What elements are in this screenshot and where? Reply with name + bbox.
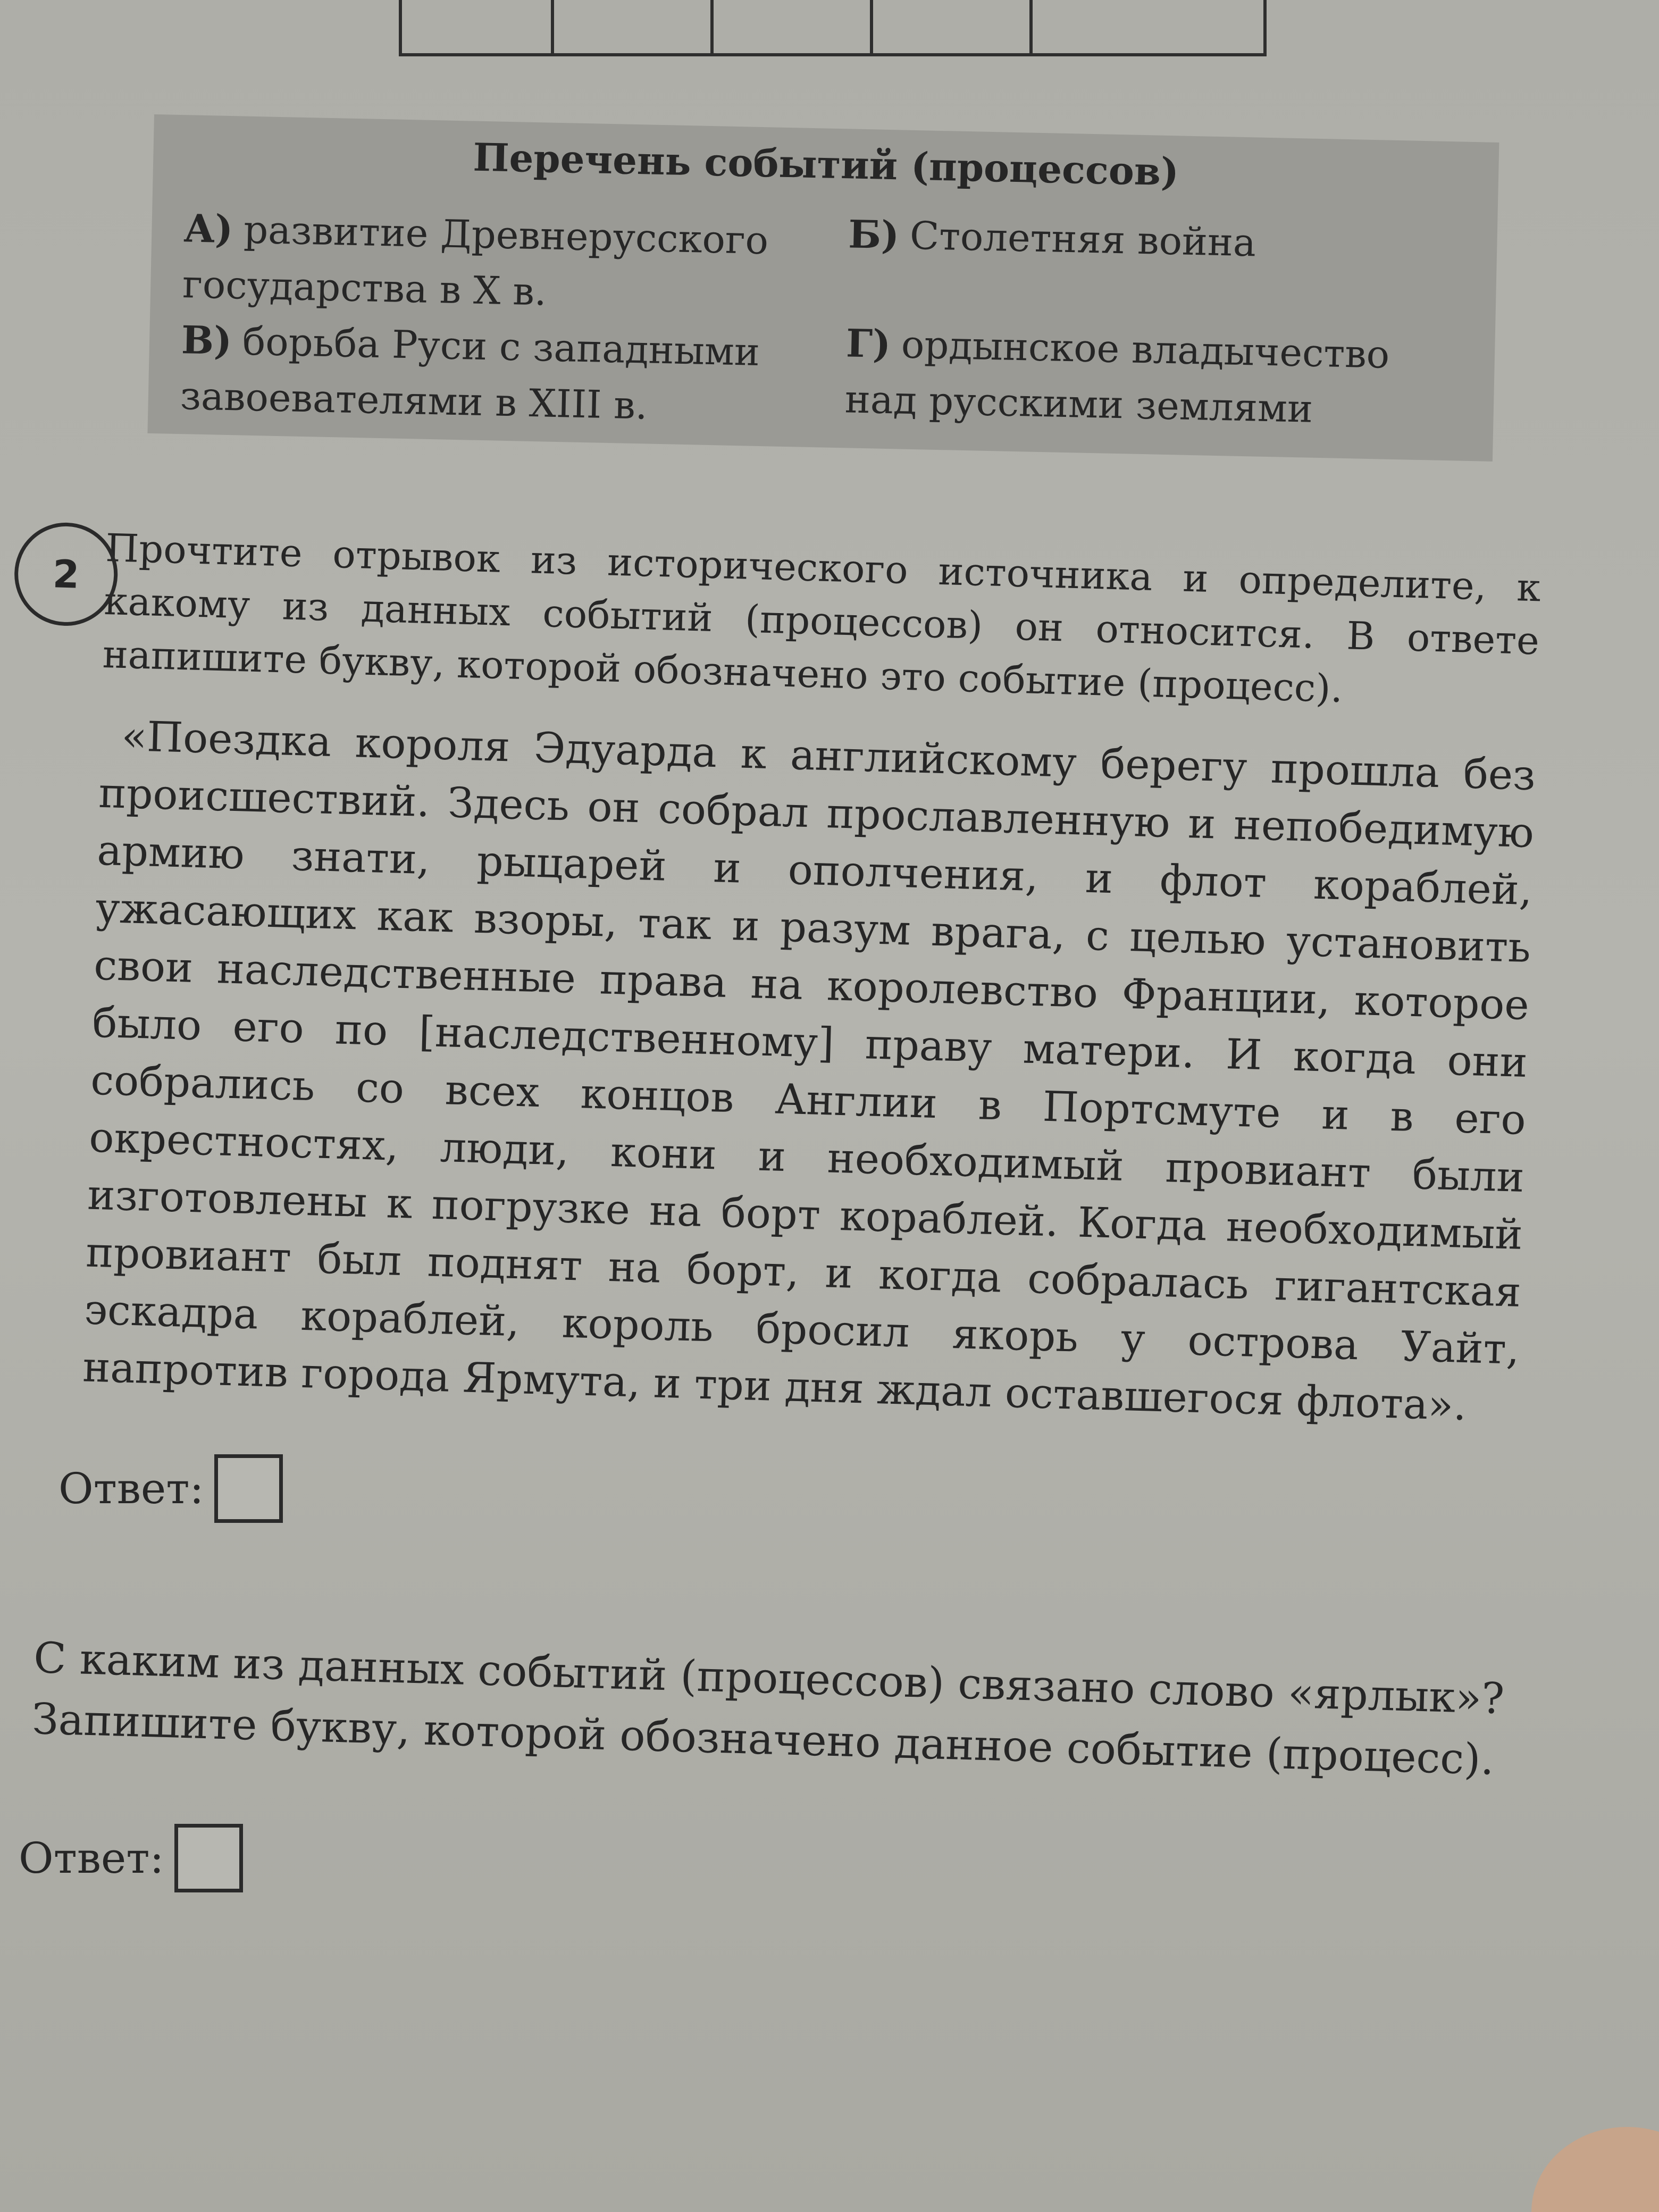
table-divider — [551, 0, 554, 53]
task-2-question: Прочтите отрывок из исторического источника и определите, к какому из данных событий (процессов) он относится. В ответе напишите букву, которой обозначено это событие (процесс). — [102, 525, 1541, 711]
events-list-box — [147, 114, 1499, 462]
events-list-title: Перечень событий (процессов) — [472, 134, 1179, 195]
event-text: ордынское владычество над русскими землями — [844, 322, 1390, 431]
event-text: развитие Древнерусского государства в X в. — [182, 207, 769, 314]
event-text: Столетняя война — [909, 213, 1256, 265]
previous-answer-table — [399, 0, 1267, 56]
answer-label: Ответ: — [58, 1464, 204, 1513]
event-letter: Б) — [848, 211, 900, 258]
historical-source-quote: «Поездка короля Эдуарда к английскому берегу прошла без происшествий. Здесь он собрал прославленную и непобедимую армию знати, рыцарей и ополчения, и флот кораблей, ужасающих как взоры, так и разум врага, с целью установить свои наследственные права на королевство Франции, которое было его по [наследственному] праву матери. И когда они собрались со всех концов Англии в Портсмуте и в его окрестностях, люди, кони и необходимый провиант были изготовлены к погрузке на борт кораблей. Когда необходимый провиант был поднят на борт, и когда собралась гигантская эскадра кораблей, король бросил якорь у острова Уайт, напротив города Ярмута, и три дня ждал оставшегося флота». — [82, 712, 1536, 1430]
event-letter: А) — [183, 205, 234, 252]
answer-label: Ответ: — [19, 1833, 164, 1883]
event-item-g — [844, 315, 1458, 440]
finger-edge — [1531, 2127, 1659, 2212]
task-3-question: С каким из данных событий (процессов) связано слово «ярлык»? Запишите букву, которой обозначено данное событие (процесс). — [31, 1632, 1505, 1784]
task-3 — [31, 1627, 1555, 1792]
task-number-badge: 2 — [13, 521, 119, 627]
event-text: борьба Руси с западными завоевателями в XIII в. — [180, 319, 760, 428]
event-item-a — [182, 200, 822, 325]
event-letter: В) — [181, 317, 232, 364]
event-item-b — [848, 206, 1460, 275]
table-divider — [870, 0, 873, 53]
task-2 — [52, 521, 1541, 1478]
task-2-answer — [58, 1454, 283, 1523]
task-3-answer — [19, 1824, 243, 1892]
table-divider — [1029, 0, 1033, 53]
answer-box[interactable] — [214, 1454, 283, 1523]
answer-box[interactable] — [174, 1824, 243, 1892]
event-item-v — [180, 312, 820, 437]
table-divider — [710, 0, 714, 53]
event-letter: Г) — [845, 320, 891, 367]
